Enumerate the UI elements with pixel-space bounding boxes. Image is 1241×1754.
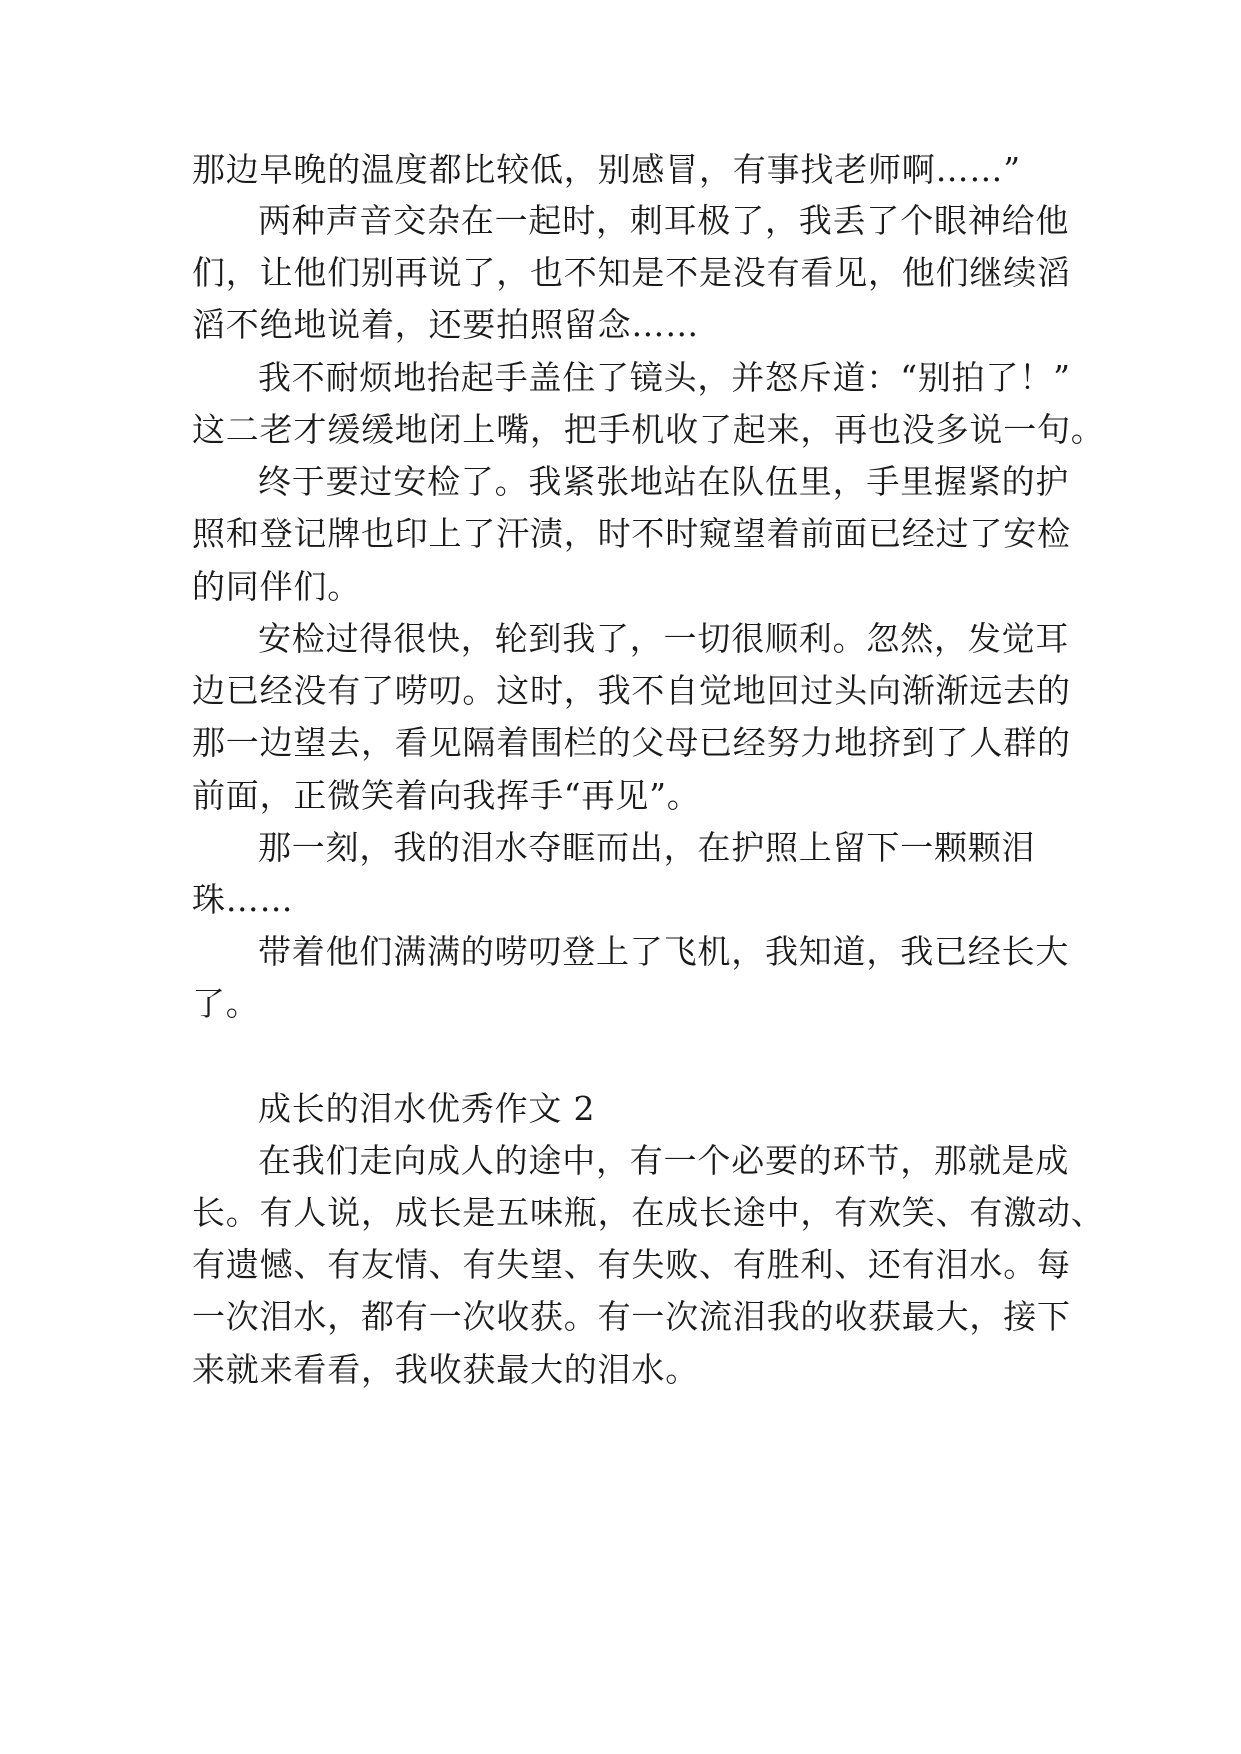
- text-line: 有遗憾、有友情、有失望、有失败、有胜利、还有泪水。每: [192, 1245, 1071, 1284]
- text-line: 那边早晚的温度都比较低，别感冒，有事找老师啊……”: [192, 150, 1021, 189]
- text-line: 们，让他们别再说了，也不知是不是没有看见，他们继续滔: [192, 253, 1071, 292]
- text-line: 那一边望去，看见隔着围栏的父母已经努力地挤到了人群的: [192, 723, 1071, 762]
- section-heading: 成长的泪水优秀作文 2: [258, 1089, 596, 1128]
- text-line: 那一刻，我的泪水夺眶而出，在护照上留下一颗颗泪: [258, 828, 1036, 867]
- text-line: 我不耐烦地抬起手盖住了镜头，并怒斥道：“别拍了！”: [258, 358, 1071, 397]
- text-line: 照和登记牌也印上了汗渍，时不时窥望着前面已经过了安检: [192, 514, 1071, 553]
- text-line: 在我们走向成人的途中，有一个必要的环节，那就是成: [258, 1141, 1070, 1180]
- text-line: 带着他们满满的唠叨登上了飞机，我知道，我已经长大: [258, 932, 1070, 971]
- text-line: 珠……: [192, 880, 294, 919]
- text-line: 这二老才缓缓地闭上嘴，把手机收了起来，再也没多说一句。: [192, 410, 1105, 449]
- text-line: 前面，正微笑着向我挥手“再见”。: [192, 776, 701, 815]
- text-line: 了。: [192, 984, 260, 1023]
- text-line: 滔不绝地说着，还要拍照留念……: [192, 305, 699, 344]
- text-line: 来就来看看，我收获最大的泪水。: [192, 1350, 699, 1389]
- text-line: 长。有人说，成长是五味瓶，在成长途中，有欢笑、有激动、: [192, 1193, 1105, 1232]
- text-line: 安检过得很快，轮到我了，一切很顺利。忽然，发觉耳: [258, 619, 1070, 658]
- text-line: 边已经没有了唠叨。这时，我不自觉地回过头向渐渐远去的: [192, 671, 1071, 710]
- text-line: 终于要过安检了。我紧张地站在队伍里，手里握紧的护: [258, 462, 1070, 501]
- text-line: 的同伴们。: [192, 567, 361, 606]
- text-line: 两种声音交杂在一起时，刺耳极了，我丢了个眼神给他: [258, 201, 1070, 240]
- text-line: 一次泪水，都有一次收获。有一次流泪我的收获最大，接下: [192, 1297, 1071, 1336]
